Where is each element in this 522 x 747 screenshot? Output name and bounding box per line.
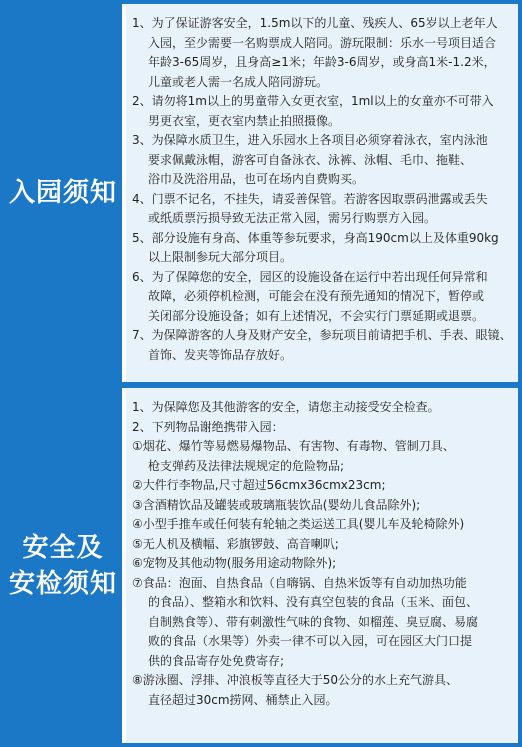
rules-item-line: 要求佩戴泳帽，游客可自备泳衣、泳裤、泳帽、毛巾、拖鞋、 — [148, 152, 473, 167]
entry-rules-section — [4, 4, 518, 382]
entry-rules-label-panel — [4, 4, 122, 382]
rules-item-line: 男更衣室，更衣室内禁止拍照摄像。 — [148, 113, 341, 128]
safety-item — [132, 398, 512, 418]
rules-item-line: 7、为保障游客的人身及财产安全，参玩项目前请把手机、手表、眼镜、 — [132, 328, 512, 342]
safety-rules-title: 安全及 安检须知 — [8, 532, 117, 599]
safety-item — [132, 574, 512, 672]
rules-item — [132, 268, 512, 327]
rules-item — [132, 229, 512, 268]
safety-item-line: 枪支弹药及法律法规规定的危险物品; — [148, 458, 345, 473]
rules-item-line: 以上限制参玩大部分项目。 — [148, 250, 293, 264]
safety-item-line: ⑦食品：泡面、自热食品（自嗨锅、自热米饭等有自动加热功能 — [132, 575, 467, 590]
rules-item-line: 4、门票不记名，不挂失，请妥善保管。若游客因取票码泄露或丢失 — [132, 191, 488, 206]
rules-item-line: 故障，必须停机检测，可能会在没有预先通知的情况下，暂停或 — [148, 289, 485, 303]
safety-item-line: 1、为保障您及其他游客的安全，请您主动接受安全检查。 — [132, 400, 440, 414]
rules-item — [132, 14, 512, 92]
safety-item — [132, 535, 512, 555]
rules-item-line: 年龄3-65周岁，且身高≥1米；年龄3-6周岁，或身高1米-1.2米， — [148, 55, 496, 69]
safety-item-line: 败的食品（水果等）外卖一律不可以入园，可在园区大门口提 — [148, 634, 473, 648]
rules-item-line: 浴巾及洗浴用品，也可在场内自费购买。 — [148, 172, 365, 186]
rules-item-line: 5、部分设施有身高、体重等参玩要求，身高190cm以上及体重90kg — [132, 230, 499, 245]
safety-rules-label-panel — [4, 388, 122, 743]
rules-item — [132, 190, 512, 229]
rules-item-line: 2、请勿将1m以上的男童带入女更衣室，1ml以上的女童亦不可带入 — [132, 94, 494, 108]
safety-item-line: ③含酒精饮品及罐装或玻璃瓶装饮品(婴幼儿食品除外); — [132, 497, 421, 512]
rules-item-line: 3、为保障水质卫生，进入乐园水上各项目必须穿着泳衣，室内泳池 — [132, 133, 488, 147]
rules-item-line: 关闭部分设施设备；如有上述情况，不会实行门票延期或退票。 — [148, 308, 485, 323]
rules-item — [132, 326, 512, 365]
safety-item-line: ⑧游泳圈、浮排、冲浪板等直径大于50公分的水上充气游具、 — [132, 673, 459, 687]
safety-item-line: ①烟花、爆竹等易燃易爆物品、有害物、有毒物、管制刀具、 — [132, 439, 455, 453]
safety-item-line: 2、下列物品谢绝携带入园： — [132, 419, 284, 434]
safety-item — [132, 515, 512, 535]
safety-item-line: ⑥宠物及其他动物(服务用途动物除外); — [132, 556, 337, 570]
rules-item — [132, 131, 512, 190]
safety-item-line: ④小型手推车或任何装有轮轴之类运送工具(婴儿车及轮椅除外) — [132, 517, 465, 531]
safety-item — [132, 671, 512, 710]
rules-item-line: 6、为了保障您的安全，园区的设施设备在运行中若出现任何异常和 — [132, 269, 488, 284]
rules-item-line: 儿童或老人需一名成人陪同游玩。 — [148, 74, 329, 89]
safety-item-line: 自制熟食等）、带有刺激性气味的食物、如榴莲、臭豆腐、易腐 — [148, 614, 479, 629]
safety-item-line: 直径超过30cm捞网、桶禁止入园。 — [148, 692, 338, 707]
safety-rules-section — [4, 388, 518, 743]
rules-item-line: 或纸质票污损导致无法正常入园，需另行购票方入园。 — [148, 211, 437, 225]
rules-item — [132, 92, 512, 131]
rules-item-line: 1、为了保证游客安全，1.5m以下的儿童、残疾人、65岁以上老年人 — [132, 16, 498, 30]
safety-item-line: ⑤无人机及横幅、彩旗锣鼓、高音喇叭; — [132, 536, 339, 551]
safety-item-line: ②大件行李物品,尺寸超过56cmx36cmx23cm; — [132, 478, 386, 492]
rules-item-line: 首饰、发夹等饰品存放好。 — [148, 347, 293, 362]
safety-item — [132, 418, 512, 438]
safety-item — [132, 554, 512, 574]
safety-item-line: 的食品）、整箱水和饮料、没有真空包装的食品（玉米、面包、 — [148, 595, 479, 609]
safety-item-line: 供的食品寄存处免费寄存; — [148, 653, 285, 668]
entry-rules-list — [126, 4, 518, 382]
safety-rules-list — [126, 388, 518, 743]
rules-item-line: 入园，至少需要一名购票成人陪同。游玩限制：乐水一号项目适合 — [148, 35, 497, 50]
safety-item — [132, 476, 512, 496]
safety-item — [132, 437, 512, 476]
entry-rules-title: 入园须知 — [8, 178, 117, 208]
safety-item — [132, 496, 512, 516]
